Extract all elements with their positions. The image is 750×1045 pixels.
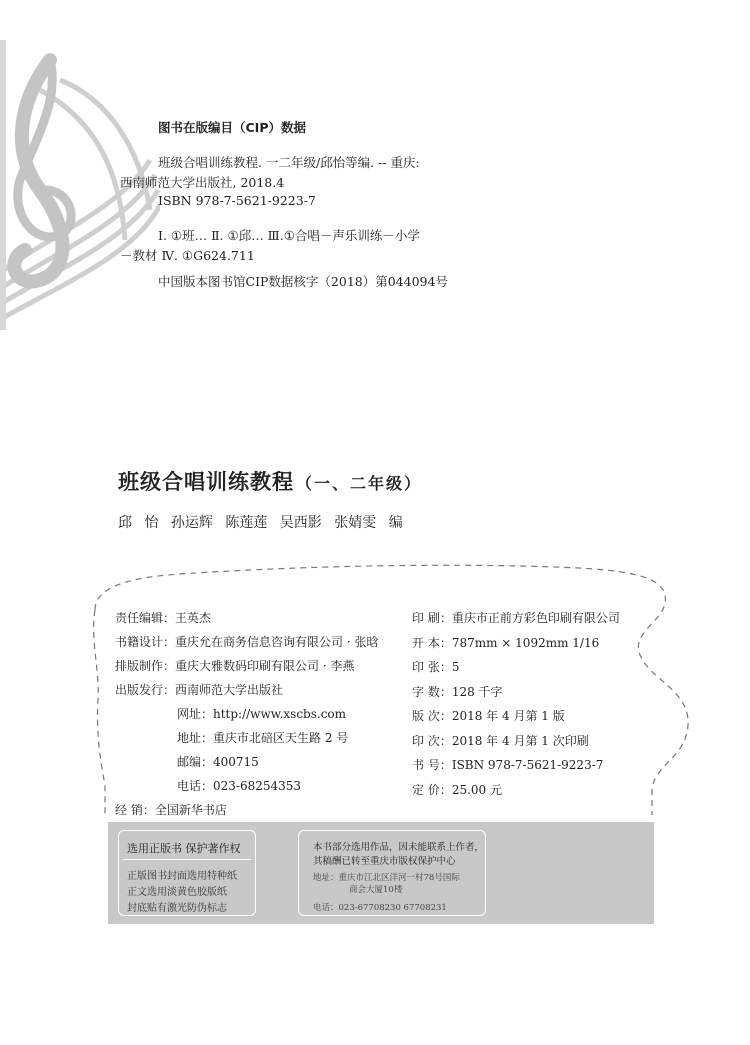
notice-phone: 电话：023-67708230 67708231 <box>313 903 447 913</box>
info-value: 重庆市正前方彩色印刷有限公司 <box>451 611 620 625</box>
info-label: 责任编辑： <box>115 611 176 625</box>
info-label: 书 号： <box>412 758 452 772</box>
info-row <box>412 707 565 724</box>
cip-line: Ⅰ. ①班… Ⅱ. ①邱… Ⅲ.①合唱－声乐训练－小学 <box>158 228 420 243</box>
stamp-divider <box>123 859 251 860</box>
stamp-line: 正文选用淡黄色胶版纸 <box>127 887 227 898</box>
info-row <box>177 753 259 770</box>
info-value: 西南师范大学出版社 <box>175 683 284 697</box>
cip-line: 西南师范大学出版社, 2018.4 <box>120 175 285 190</box>
cip-line: －教材 Ⅳ. ①G624.711 <box>120 248 255 263</box>
genuine-book-stamp <box>118 830 256 916</box>
info-row <box>412 756 603 773</box>
info-label: 版 次： <box>412 709 452 723</box>
info-value: 787mm × 1092mm 1/16 <box>451 635 600 650</box>
info-row <box>412 781 502 798</box>
notice-line: 其稿酬已转至重庆市版权保护中心 <box>313 856 456 867</box>
stamp-line: 正版图书封面选用特种纸 <box>127 871 237 882</box>
info-row <box>177 777 301 794</box>
info-value: 2018 年 4 月第 1 次印刷 <box>451 733 589 748</box>
book-title <box>118 466 422 496</box>
info-row <box>115 801 227 818</box>
info-row <box>115 681 283 698</box>
info-row <box>412 609 620 626</box>
authors-line: 邱 怡 孙运辉 陈莲莲 吴西影 张婧雯 编 <box>118 515 403 531</box>
info-value: 全国新华书店 <box>154 803 227 817</box>
info-label: 印 次： <box>412 733 452 748</box>
notice-address: 商会大厦10楼 <box>349 885 403 895</box>
info-label: 经 销： <box>115 803 155 817</box>
info-label: 出版发行： <box>115 683 176 697</box>
info-row <box>115 609 211 626</box>
info-label: 开 本： <box>412 635 452 650</box>
info-value: ISBN 978-7-5621-9223-7 <box>451 758 604 772</box>
info-row <box>177 729 348 746</box>
info-label: 书籍设计： <box>115 635 176 649</box>
info-row <box>177 705 346 722</box>
info-value: 5 <box>451 660 460 674</box>
info-value: 128 千字 <box>451 684 503 699</box>
info-row <box>115 657 354 674</box>
info-value: 地址：重庆市北碚区天生路 2 号 <box>177 731 349 745</box>
cip-number: 中国版本图书馆CIP数据核字（2018）第044094号 <box>158 274 448 289</box>
info-value: 重庆允在商务信息咨询有限公司 · 张晗 <box>175 635 379 649</box>
info-row <box>412 683 503 700</box>
info-value: 邮编：400715 <box>177 755 259 769</box>
info-frame <box>0 560 750 820</box>
cip-line: ISBN 978-7-5621-9223-7 <box>158 193 316 208</box>
info-value: 电话：023-68254353 <box>177 779 302 793</box>
info-row <box>412 658 459 675</box>
info-value: 25.00 元 <box>451 782 502 797</box>
notice-address: 地址：重庆市江北区洋河一村78号国际 <box>313 873 460 883</box>
info-row <box>115 633 378 650</box>
info-value: 2018 年 4 月第 1 版 <box>451 709 565 723</box>
book-title-grade: （一、二年级） <box>296 474 423 493</box>
stamp-heading: 选用正版书 保护著作权 <box>127 842 241 855</box>
info-label: 字 数： <box>412 684 452 699</box>
info-value: 网址：http://www.xscbs.com <box>177 707 347 721</box>
info-label: 定 价： <box>412 782 452 797</box>
info-value: 王英杰 <box>175 611 212 625</box>
cip-heading: 图书在版编目（CIP）数据 <box>158 120 306 135</box>
book-title-main: 班级合唱训练教程 <box>118 470 294 494</box>
info-row <box>412 732 589 749</box>
cip-line: 班级合唱训练教程. 一二年级/邱怡等编. -- 重庆: <box>158 155 420 170</box>
stamp-line: 封底贴有激光防伪标志 <box>127 903 227 914</box>
info-label: 排版制作： <box>115 659 176 673</box>
notice-line: 本书部分选用作品，因未能联系上作者， <box>313 842 485 853</box>
info-label: 印 张： <box>412 660 452 674</box>
copyright-notice-stamp <box>298 830 486 916</box>
info-label: 印 刷： <box>412 611 452 625</box>
info-row <box>412 634 599 651</box>
info-value: 重庆大雅数码印刷有限公司 · 李燕 <box>175 659 355 673</box>
